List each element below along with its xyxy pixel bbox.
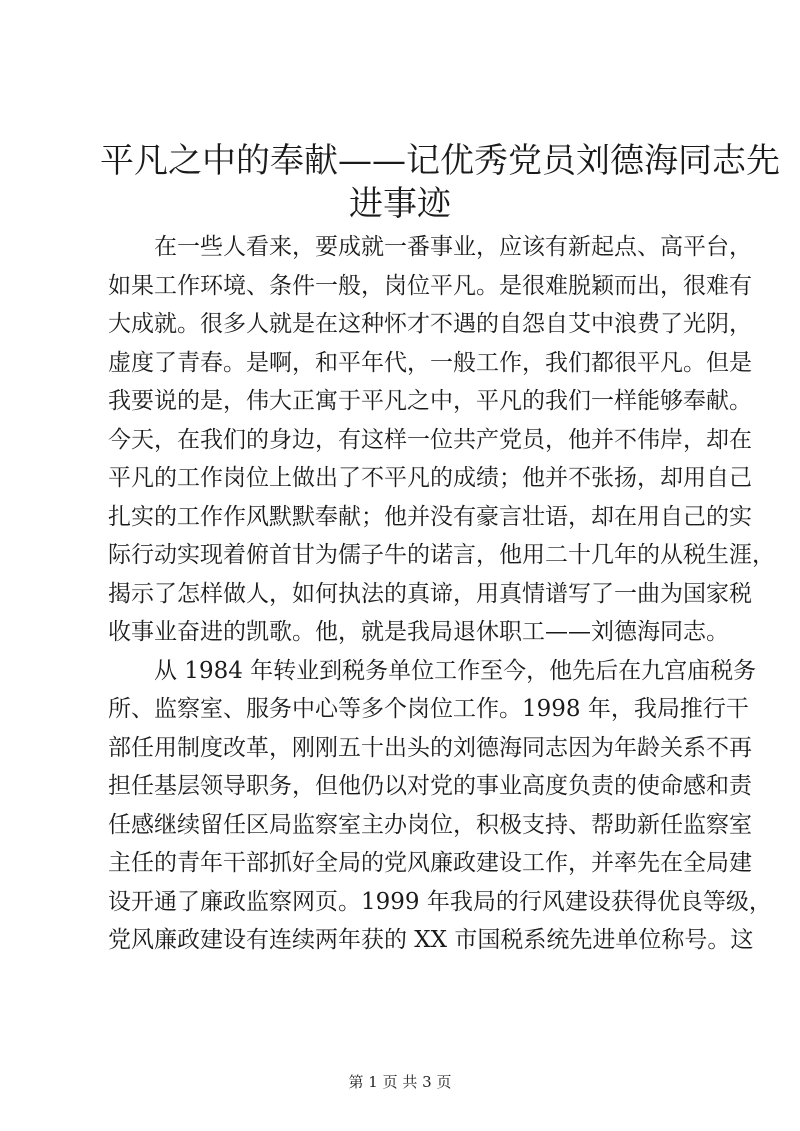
text-line: 今天，在我们的身边，有这样一位共产党员，他并不伟岸，却在 [108,426,752,453]
text-line: 主任的青年干部抓好全局的党风廉政建设工作，并率先在全局建 [108,850,752,876]
text-line: 从 1984 年转业到税务单位工作至今，他先后在九宫庙税务 [154,657,757,684]
text-line: 我要说的是，伟大正寓于平凡之中，平凡的我们一样能够奉献。 [108,388,752,414]
text-line: 际行动实现着俯首甘为儒子牛的诺言，他用二十几年的从税生涯， [108,542,775,568]
text-line: 党风廉政建设有连续两年获的 XX 市国税系统先进单位称号。这 [108,927,754,953]
text-line: 平凡的工作岗位上做出了不平凡的成绩；他并不张扬，却用自己 [108,465,752,491]
text-line: 在一些人看来，要成就一番事业，应该有新起点、高平台， [154,234,752,260]
text-line: 扎实的工作作风默默奉献；他并没有豪言壮语，却在用自己的实 [108,503,752,530]
text-line: 虚度了青春。是啊，和平年代，一般工作，我们都很平凡。但是 [108,349,752,376]
text-line: 揭示了怎样做人，如何执法的真谛，用真情谱写了一曲为国家税 [108,580,752,607]
text-line: 任感继续留任区局监察室主办岗位，积极支持、帮助新任监察室 [108,811,752,838]
document-body [108,228,775,960]
title-line-1: 平凡之中的奉献——记优秀党员刘德海同志先 [100,141,780,181]
text-line: 担任基层领导职务，但他仍以对党的事业高度负责的使命感和责 [108,773,752,799]
page-number-footer: 第 1 页 共 3 页 [348,1073,452,1091]
text-line: 设开通了廉政监察网页。1999 年我局的行风建设获得优良等级， [108,888,772,915]
text-line: 如果工作环境、条件一般，岗位平凡。是很难脱颖而出，很难有 [108,272,752,299]
text-line: 大成就。很多人就是在这种怀才不遇的自怨自艾中浪费了光阴， [108,311,752,337]
document-title [100,140,780,226]
text-line: 部任用制度改革，刚刚五十出头的刘德海同志因为年龄关系不再 [108,734,752,761]
text-line: 所、监察室、服务中心等多个岗位工作。1998 年，我局推行干 [108,696,749,722]
title-line-2: 进事迹 [349,184,451,224]
text-line: 收事业奋进的凯歌。他，就是我局退休职工——刘德海同志。 [108,619,729,645]
paragraph-2 [108,652,772,960]
paragraph-1 [108,228,775,652]
